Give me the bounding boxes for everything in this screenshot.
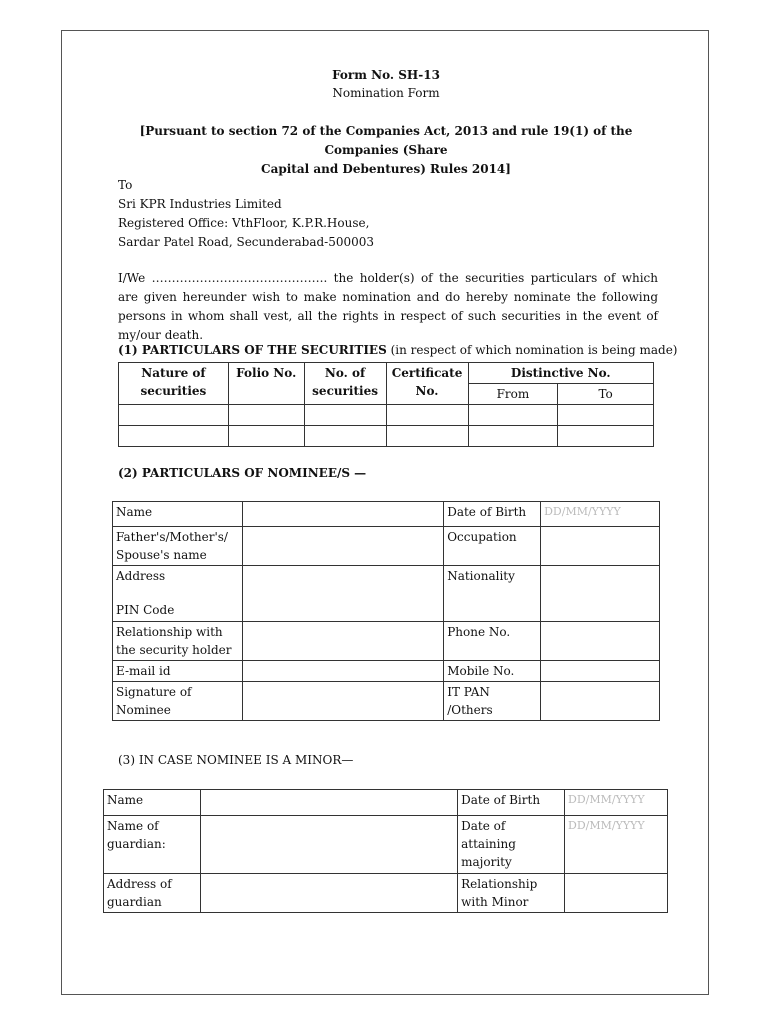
- nominee-table: [112, 501, 660, 721]
- field-nationality[interactable]: [541, 566, 660, 622]
- col-from: From: [468, 384, 558, 405]
- label-guardian-line2: guardian:: [107, 837, 166, 851]
- cell-no-2[interactable]: [304, 426, 386, 447]
- cell-folio-1[interactable]: [228, 405, 304, 426]
- field-relationship-minor[interactable]: [565, 874, 668, 913]
- section2-heading: (2) PARTICULARS OF NOMINEE/S —: [118, 466, 367, 480]
- label-majority-line3: majority: [461, 855, 512, 869]
- cell-nature-2[interactable]: [119, 426, 229, 447]
- cell-cert-1[interactable]: [386, 405, 468, 426]
- label-gaddr-line1: Address of: [107, 877, 172, 891]
- field-occupation[interactable]: [541, 527, 660, 566]
- label-itpan-line2: /Others: [447, 703, 493, 717]
- section3-heading: (3) IN CASE NOMINEE IS A MINOR—: [118, 753, 354, 767]
- field-mobile[interactable]: [541, 661, 660, 682]
- field-guardian-name[interactable]: [200, 816, 457, 874]
- cell-to-2[interactable]: [558, 426, 654, 447]
- pursuant-line-1: [Pursuant to section 72 of the Companies Act, 2013 and rule 19(1) of the Companies (Share: [139, 124, 633, 157]
- field-relationship[interactable]: [242, 622, 443, 661]
- col-distinctive-no: Distinctive No.: [468, 363, 653, 384]
- label-majority-line1: Date of: [461, 819, 506, 833]
- label-signature: [113, 682, 243, 721]
- address-block: [118, 176, 374, 252]
- field-phone[interactable]: [541, 622, 660, 661]
- label-nationality: Nationality: [444, 566, 541, 622]
- section1-heading-rest: (in respect of which nomination is being made): [386, 343, 678, 357]
- pursuant-statement: [122, 122, 650, 179]
- cell-nature-1[interactable]: [119, 405, 229, 426]
- label-address: [113, 566, 243, 622]
- field-minor-dob[interactable]: DD/MM/YYYY: [565, 790, 668, 816]
- label-itpan: [444, 682, 541, 721]
- label-parent-line2: Spouse's name: [116, 548, 207, 562]
- label-occupation: Occupation: [444, 527, 541, 566]
- col-to: To: [558, 384, 654, 405]
- label-relminor-line1: Relationship: [461, 877, 538, 891]
- col-folio-no: Folio No.: [228, 363, 304, 405]
- label-guardian-address: [104, 874, 201, 913]
- address-company: Sri KPR Industries Limited: [118, 197, 282, 211]
- label-parent-name: [113, 527, 243, 566]
- cell-from-2[interactable]: [468, 426, 558, 447]
- col-certificate-no: Certificate No.: [386, 363, 468, 405]
- label-relminor-line2: with Minor: [461, 895, 529, 909]
- field-guardian-address[interactable]: [200, 874, 457, 913]
- section1-heading: [118, 343, 677, 357]
- table-row: [119, 405, 654, 426]
- label-gaddr-line2: guardian: [107, 895, 162, 909]
- label-email: E-mail id: [113, 661, 243, 682]
- field-name[interactable]: [242, 502, 443, 527]
- label-relationship-minor: [458, 874, 565, 913]
- minor-table: [103, 789, 668, 913]
- label-signature-line2: Nominee: [116, 703, 171, 717]
- label-mobile: Mobile No.: [444, 661, 541, 682]
- label-minor-name: Name: [104, 790, 201, 816]
- address-office: Registered Office: VthFloor, K.P.R.House,: [118, 216, 370, 230]
- col-no-of-securities: No. of securities: [304, 363, 386, 405]
- cell-from-1[interactable]: [468, 405, 558, 426]
- field-address[interactable]: [242, 566, 443, 622]
- label-relationship: [113, 622, 243, 661]
- field-email[interactable]: [242, 661, 443, 682]
- pursuant-line-2: Capital and Debentures) Rules 2014]: [261, 162, 511, 176]
- label-signature-line1: Signature of: [116, 685, 192, 699]
- label-minor-dob: Date of Birth: [458, 790, 565, 816]
- intro-paragraph: I/We …………………………………….. the holder(s) of the securities particulars of which are given hereunder wish to make nomination and do hereby nominate the following persons in whom shall vest, all the rights in respect of such securities in the event of my/our death.: [118, 271, 658, 342]
- field-dob[interactable]: DD/MM/YYYY: [541, 502, 660, 527]
- label-name: Name: [113, 502, 243, 527]
- label-relationship-line2: the security holder: [116, 643, 232, 657]
- field-signature[interactable]: [242, 682, 443, 721]
- label-guardian-line1: Name of: [107, 819, 159, 833]
- form-page: [61, 30, 709, 995]
- table-row: [119, 426, 654, 447]
- label-relationship-line1: Relationship with: [116, 625, 223, 639]
- field-parent-name[interactable]: [242, 527, 443, 566]
- field-minor-name[interactable]: [200, 790, 457, 816]
- cell-cert-2[interactable]: [386, 426, 468, 447]
- label-phone: Phone No.: [444, 622, 541, 661]
- field-majority-date[interactable]: DD/MM/YYYY: [565, 816, 668, 874]
- label-parent-line1: Father's/Mother's/: [116, 530, 228, 544]
- label-dob: Date of Birth: [444, 502, 541, 527]
- col-nature-of-securities: Nature of securities: [119, 363, 229, 405]
- address-to: To: [118, 178, 133, 192]
- section1-heading-bold: (1) PARTICULARS OF THE SECURITIES: [118, 343, 387, 357]
- cell-no-1[interactable]: [304, 405, 386, 426]
- securities-table: [118, 362, 654, 447]
- address-road: Sardar Patel Road, Secunderabad-500003: [118, 235, 375, 249]
- label-pin-code: PIN Code: [116, 603, 175, 617]
- form-title: Form No. SH-13: [332, 68, 440, 82]
- label-majority-line2: attaining: [461, 837, 516, 851]
- form-subtitle: Nomination Form: [332, 86, 440, 100]
- label-majority-date: [458, 816, 565, 874]
- label-itpan-line1: IT PAN: [447, 685, 490, 699]
- cell-folio-2[interactable]: [228, 426, 304, 447]
- label-guardian-name: [104, 816, 201, 874]
- cell-to-1[interactable]: [558, 405, 654, 426]
- label-address-text: Address: [116, 569, 166, 583]
- field-itpan[interactable]: [541, 682, 660, 721]
